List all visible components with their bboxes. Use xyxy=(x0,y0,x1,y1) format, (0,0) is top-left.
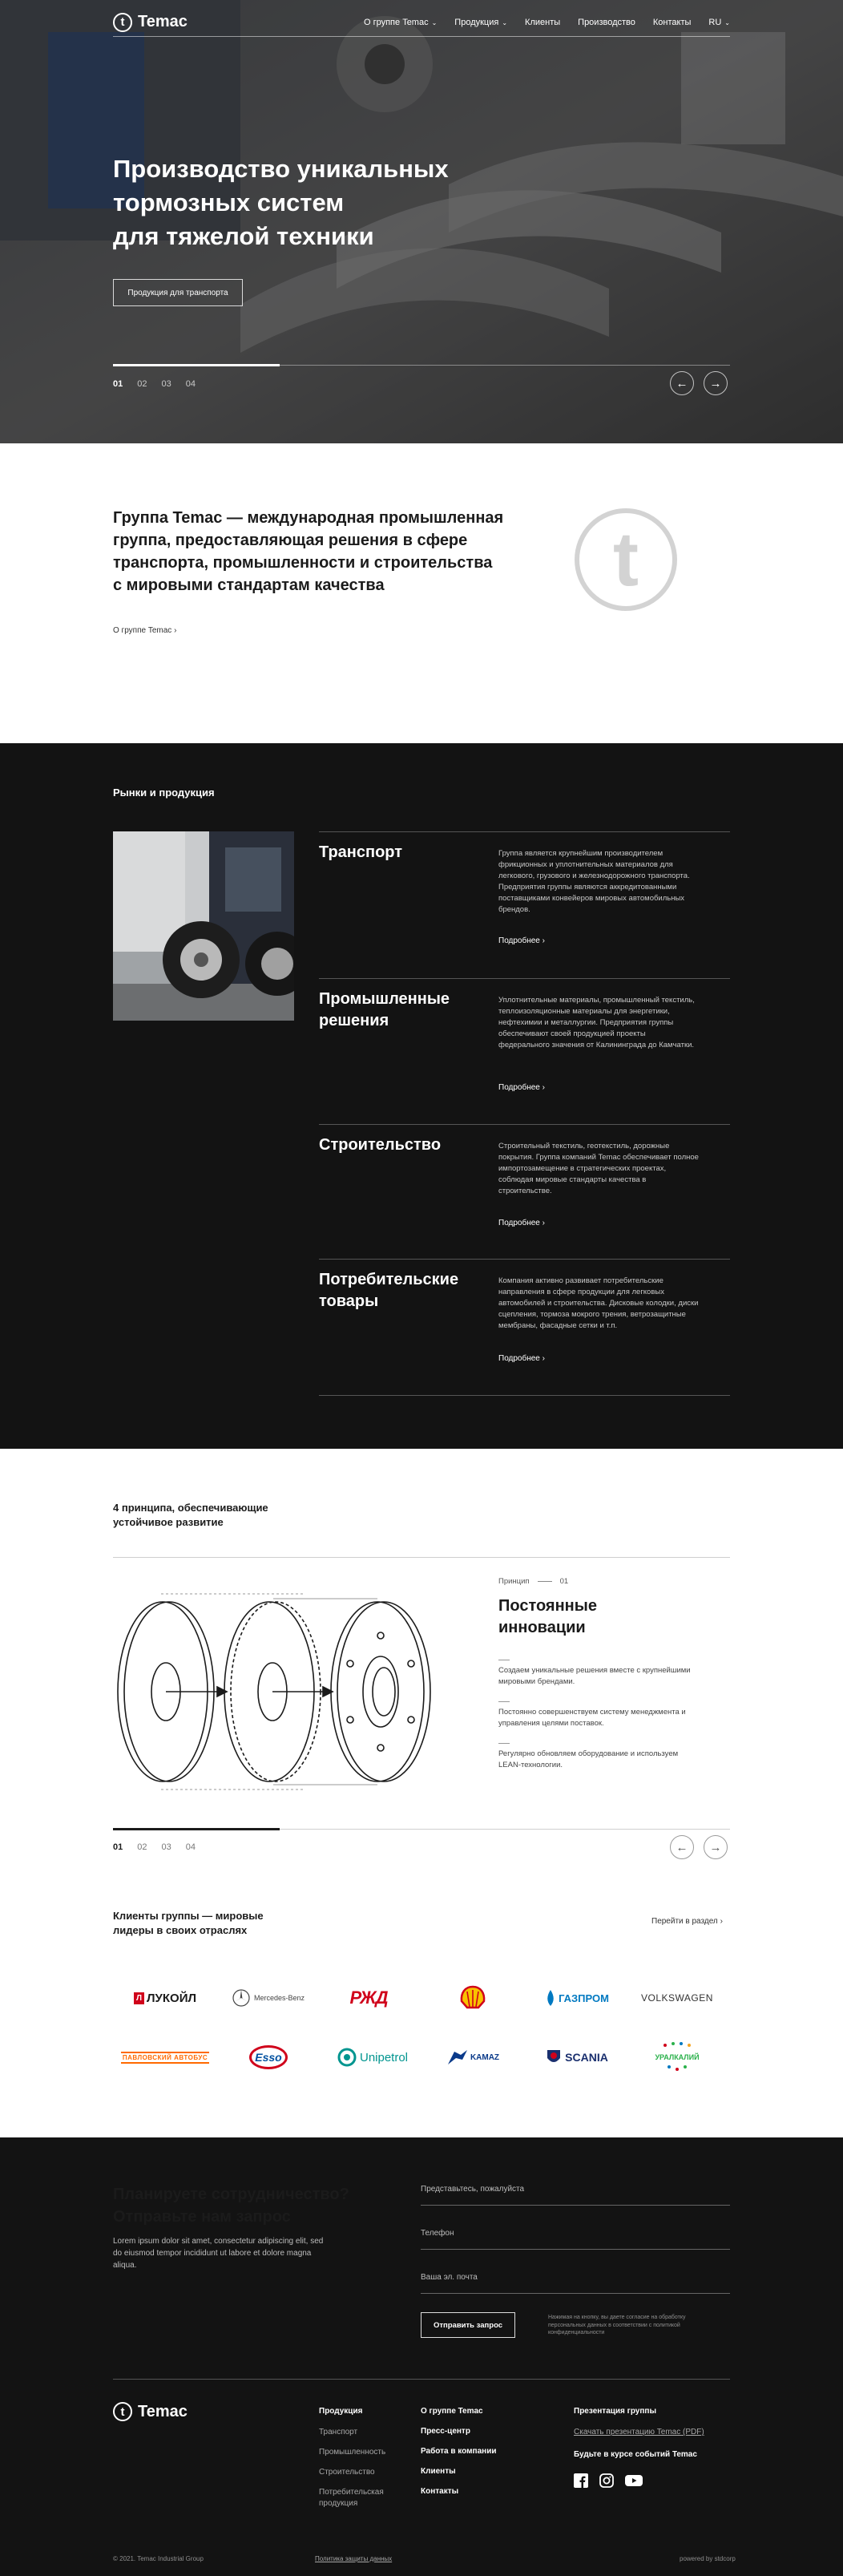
mercedes-star-icon xyxy=(232,1989,250,2007)
lukoil-name: ЛУКОЙЛ xyxy=(147,1991,197,2005)
about-title: Группа Temac — международная промышленная группа, предоставляющая решения в сфере транспорта, промышленности и строительства с мировыми стандартам качества xyxy=(113,509,504,594)
market-title-transport: Транспорт xyxy=(319,843,403,861)
principle-point-text: Постоянно совершенствуем систему менеджмента и управления целями поставок. xyxy=(498,1708,686,1728)
chevron-down-icon: ⌄ xyxy=(431,18,438,26)
scania-logo xyxy=(525,2041,629,2073)
nav-clients[interactable]: Клиенты xyxy=(525,17,561,27)
footer-company-col xyxy=(421,2406,496,2497)
contact-title: Планируете сотрудничество? Отправьте нам запрос xyxy=(113,2186,349,2226)
esso-logo xyxy=(216,2041,321,2073)
language-selector[interactable] xyxy=(708,18,730,27)
email-field[interactable] xyxy=(421,2273,730,2294)
footer-logo-text: Temac xyxy=(138,2402,188,2420)
name-field-placeholder: Представьтесь, пожалуйста xyxy=(421,2185,525,2194)
principle-point xyxy=(498,1701,699,1729)
phone-field-placeholder: Телефон xyxy=(421,2229,454,2238)
footer-link-clients[interactable]: Клиенты xyxy=(421,2467,456,2476)
market-desc-transport: Группа является крупнейшим производителем фрикционных и уплотнительных материалов для легкового, грузового и железнодорожного транспорта. Предприятия группы являются аккредитованными поставщиками конвейеров мировых автомобильных брендов. xyxy=(498,849,690,914)
footer-link-construction[interactable]: Строительство xyxy=(319,2468,375,2477)
principle-slide-4[interactable]: 04 xyxy=(185,1842,196,1852)
market-more-consumer[interactable] xyxy=(498,1354,545,1363)
clients-title: Клиенты группы — мировые лидеры в своих отраслях xyxy=(113,1910,264,1936)
principle-dash xyxy=(538,1581,552,1582)
header-logo[interactable] xyxy=(113,13,188,32)
paz-name: ПАВЛОВСКИЙ АВТОБУС xyxy=(121,2052,209,2064)
paz-logo xyxy=(113,2041,217,2073)
policy-link[interactable]: Политика защиты данных xyxy=(315,2555,393,2562)
chevron-down-icon: ⌄ xyxy=(502,18,508,26)
more-label: Подробнее xyxy=(498,1083,540,1092)
principle-slide-3[interactable]: 03 xyxy=(161,1842,171,1852)
hero-section xyxy=(0,0,843,443)
chevron-right-icon: › xyxy=(542,1083,545,1092)
footer-products-col xyxy=(319,2406,407,2509)
principle-point-text: Создаем уникальные решения вместе с крупнейшими мировыми брендами. xyxy=(498,1666,691,1686)
unipetrol-logo xyxy=(321,2041,425,2073)
main-nav xyxy=(364,18,730,27)
kamaz-name: KAMAZ xyxy=(470,2052,500,2062)
market-more-industry[interactable] xyxy=(498,1083,545,1092)
market-desc-consumer: Компания активно развивает потребительские направления в сфере продукции для легковых автомобилей и строительства. Дисковые колодки, диски сцепления, тормоза мокрого трения, ветрозащитные мембраны, фасадные сетки и т.п. xyxy=(498,1276,699,1330)
name-field[interactable] xyxy=(421,2185,730,2206)
market-more-construction[interactable] xyxy=(498,1219,545,1227)
principle-slide-2[interactable]: 02 xyxy=(137,1842,147,1852)
facebook-icon[interactable] xyxy=(574,2473,588,2488)
nav-products[interactable] xyxy=(454,18,507,27)
temac-logo-icon: t xyxy=(113,13,132,32)
site-header xyxy=(113,8,730,37)
hero-title-line: Производство уникальных xyxy=(113,155,449,183)
principles-slider-progress xyxy=(113,1829,730,1830)
principles-divider xyxy=(113,1557,730,1558)
principle-label-text: Принцип xyxy=(498,1577,530,1586)
scania-name: SCANIA xyxy=(565,2051,608,2064)
unipetrol-name: Unipetrol xyxy=(359,2050,409,2064)
hero-slide-pagination xyxy=(113,379,196,389)
principle-label xyxy=(498,1577,568,1586)
rzd-name: РЖД xyxy=(349,1988,388,2008)
instagram-icon[interactable] xyxy=(599,2473,614,2488)
uralkali-logo xyxy=(625,2041,729,2073)
submit-request-button[interactable]: Отправить запрос xyxy=(421,2312,515,2338)
hero-slide-4[interactable]: 04 xyxy=(185,379,196,389)
kamaz-logo xyxy=(421,2041,525,2073)
market-more-transport[interactable] xyxy=(498,936,545,945)
hero-arrows xyxy=(670,371,728,395)
clients-link-label: Перейти в раздел xyxy=(651,1917,718,1926)
truck-photo xyxy=(113,831,294,1021)
rzd-logo xyxy=(317,1982,421,2014)
chevron-right-icon: › xyxy=(542,936,545,945)
market-divider xyxy=(319,1395,730,1396)
principle-slide-1[interactable]: 01 xyxy=(113,1842,123,1852)
market-divider xyxy=(319,1259,730,1260)
footer-link-about[interactable]: О группе Temac xyxy=(421,2407,483,2416)
temac-logo-icon: t xyxy=(113,2402,132,2421)
nav-about-label: О группе Temac xyxy=(363,17,429,27)
footer-products-head[interactable]: Продукция xyxy=(319,2407,363,2416)
footer-link-career[interactable]: Работа в компании xyxy=(421,2447,497,2456)
vw-name: VOLKSWAGEN xyxy=(641,1992,713,2004)
market-divider xyxy=(319,978,730,979)
shell-logo xyxy=(421,1982,525,2014)
download-presentation-link[interactable]: Скачать презентацию Temac (PDF) xyxy=(574,2428,704,2436)
principle-point xyxy=(498,1743,699,1771)
gazprom-name: ГАЗПРОМ xyxy=(559,1992,609,2004)
chevron-right-icon: › xyxy=(174,626,177,635)
nav-contacts[interactable]: Контакты xyxy=(652,17,692,27)
hero-cta-button[interactable]: Продукция для транспорта xyxy=(113,279,243,306)
youtube-icon[interactable] xyxy=(625,2473,643,2488)
principles-title: 4 принципа, обеспечивающие устойчивое развитие xyxy=(113,1502,268,1528)
market-divider xyxy=(319,1124,730,1125)
principles-pagination xyxy=(113,1842,196,1852)
footer-link-consumer[interactable]: Потребительская продукция xyxy=(319,2488,384,2508)
principle-point-text: Регулярно обновляем оборудование и используем LEAN-технологии. xyxy=(498,1749,679,1769)
more-label: Подробнее xyxy=(498,1219,540,1227)
mercedes-logo xyxy=(216,1982,321,2014)
market-desc-industry: Уплотнительные материалы, промышленный текстиль, теплоизоляционные материалы для энергетики, нефтехимии и металлургии. Предприятия группы обеспечивают своей продукцией проекты федерального значения от Калининграда до Камчатки. xyxy=(498,996,695,1049)
market-desc-construction: Строительный текстиль, геотекстиль, дорожные покрытия. Группа компаний Temac обеспечивает полное импортозамещение в стратегических проектах, соблюдая мировые стандарты качества в строительстве. xyxy=(498,1142,699,1195)
gazprom-flame-icon xyxy=(545,1989,556,2007)
chevron-right-icon: › xyxy=(720,1917,723,1926)
market-title-industry: Промышленные решения xyxy=(319,990,450,1029)
nav-production[interactable]: Производство xyxy=(578,17,635,27)
footer-link-contacts[interactable]: Контакты xyxy=(421,2487,459,2496)
gazprom-logo xyxy=(525,1982,629,2014)
nav-products-label: Продукция xyxy=(454,17,499,27)
lukoil-mark-icon: Л xyxy=(134,1992,144,2004)
esso-name: Esso xyxy=(249,2045,288,2069)
point-mark xyxy=(498,1701,510,1702)
chevron-right-icon: › xyxy=(542,1354,545,1363)
footer-link-industry[interactable]: Промышленность xyxy=(319,2448,386,2457)
principle-point xyxy=(498,1660,699,1688)
arrow-left-icon[interactable]: ← xyxy=(670,1835,694,1859)
market-title-consumer: Потребительские товары xyxy=(319,1271,459,1310)
brake-discs-illustration xyxy=(113,1587,446,1796)
principle-number: 01 xyxy=(559,1577,569,1586)
hero-progress-fill xyxy=(113,364,280,366)
kamaz-horse-icon xyxy=(446,2048,469,2066)
phone-field[interactable] xyxy=(421,2229,730,2250)
lukoil-logo xyxy=(113,1982,217,2014)
about-link[interactable] xyxy=(113,626,176,635)
more-label: Подробнее xyxy=(498,1354,540,1363)
hero-title xyxy=(113,152,530,253)
footer-divider xyxy=(113,2379,730,2380)
mercedes-name: Mercedes-Benz xyxy=(253,1994,305,2002)
chevron-down-icon: ⌄ xyxy=(724,18,730,26)
logo-text: Temac xyxy=(138,13,188,30)
footer-link-press[interactable]: Пресс-центр xyxy=(421,2427,470,2436)
arrow-right-icon[interactable]: → xyxy=(704,371,728,395)
principles-progress-fill xyxy=(113,1828,280,1830)
hero-slide-3[interactable]: 03 xyxy=(161,379,171,389)
clients-link[interactable] xyxy=(651,1917,723,1926)
more-label: Подробнее xyxy=(498,936,540,945)
hero-title-line: для тяжелой техники xyxy=(113,222,374,250)
unipetrol-icon xyxy=(337,2048,357,2067)
powered-by[interactable]: powered by stdcorp xyxy=(680,2555,736,2562)
hero-slide-1[interactable]: 01 xyxy=(113,379,123,389)
hero-title-line: тормозных систем xyxy=(113,188,345,216)
social-links xyxy=(574,2473,643,2488)
arrow-left-icon[interactable]: ← xyxy=(670,371,694,395)
hero-slider-progress xyxy=(113,365,730,366)
email-field-placeholder: Ваша эл. почта xyxy=(421,2273,478,2282)
temac-emblem-icon: t xyxy=(575,508,677,611)
footer-link-transport[interactable]: Транспорт xyxy=(319,2428,358,2436)
market-title-construction: Строительство xyxy=(319,1136,442,1154)
nav-about[interactable] xyxy=(364,18,437,27)
principle-heading: Постоянные инновации xyxy=(498,1597,597,1636)
shell-icon xyxy=(459,1985,486,2011)
contact-text: Lorem ipsum dolor sit amet, consectetur adipiscing elit, sed do eiusmod tempor incididunt ut labore et dolore magna aliqua. xyxy=(113,2237,324,2270)
consent-note: Нажимая на кнопку, вы даете согласие на обработку персональных данных в соответствии с политикой конфиденциальности xyxy=(548,2315,686,2335)
point-mark xyxy=(498,1743,510,1744)
chevron-right-icon: › xyxy=(542,1219,545,1227)
about-link-label: О группе Temac xyxy=(113,626,172,635)
vw-logo xyxy=(625,1982,729,2014)
principles-arrows xyxy=(670,1835,728,1859)
market-divider xyxy=(319,831,730,832)
scania-griffin-icon xyxy=(546,2048,562,2066)
footer-presentation-col xyxy=(574,2406,704,2461)
uralkali-name: УРАЛКАЛИЙ xyxy=(655,2053,700,2061)
footer-social-head: Будьте в курсе событий Temac xyxy=(574,2450,697,2459)
markets-title: Рынки и продукция xyxy=(113,787,215,799)
footer-logo[interactable] xyxy=(113,2402,188,2421)
copyright: © 2021. Temac Industrial Group xyxy=(113,2555,204,2562)
arrow-right-icon[interactable]: → xyxy=(704,1835,728,1859)
hero-slide-2[interactable]: 02 xyxy=(137,379,147,389)
footer-presentation-head: Презентация группы xyxy=(574,2407,656,2416)
language-label: RU xyxy=(708,17,722,27)
